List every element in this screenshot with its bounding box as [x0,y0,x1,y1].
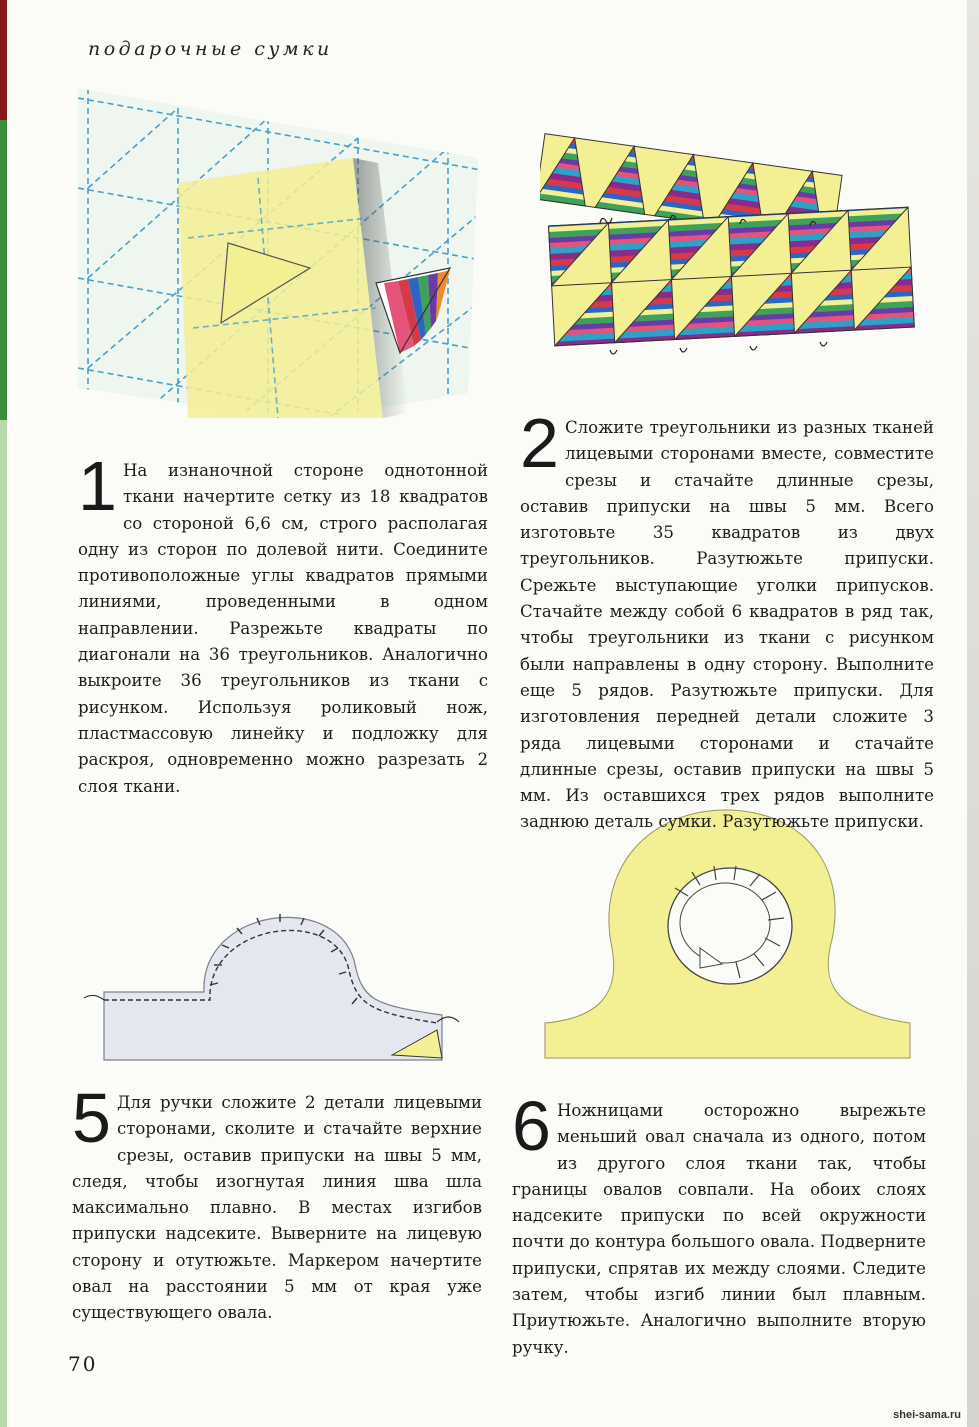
step-number: 1 [78,447,117,525]
step-text: Для ручки сложите 2 детали лицевыми сторонами, сколите и стачайте верхние срезы, оставив припуски на швы 5 мм, следя, чтобы изогнутая линия шва шла максимально плавно. В местах изгибов припуски надсеките. Выверните на лицевую сторону и отутюжьте. Маркером начертите овал на расстоянии 5 мм от края уже существующего овала. [72,1093,482,1323]
page-edge-right [967,0,979,1427]
step-number: 2 [520,404,559,482]
step-number: 6 [512,1087,551,1165]
page-edge-left [0,0,7,1427]
illustration-grid-cutting [78,88,498,428]
running-header: подарочные сумки [88,38,333,60]
step-text: На изнаночной стороне однотонной ткани начертите сетку из 18 квадратов со стороной 6,6 см, строго располагая одну из сторон по долевой нити. Соедините противоположные углы квадратов прямыми линиями, проведенными в одном направлении. Разрежьте квадраты по диагонали на 36 треугольников. Аналогично выкроите 36 треугольников из ткани с рисунком. Используя роликовый нож, пластмассовую линейку и подложку для раскроя, одновременно можно разрезать 2 слоя ткани. [78,461,488,796]
page-number: 70 [68,1352,98,1376]
step-6 [512,1087,926,1361]
illustration-handle-oval [540,808,920,1068]
watermark: shei-sama.ru [893,1409,961,1421]
step-text: Ножницами осторожно вырежьте меньший овал сначала из одного, потом из другого слоя ткани так, чтобы границы овалов совпали. На обоих слоях надсеките припуски по всей окружности почти до контура большого овала. Подверните припуски, спрятав их между слоями. Следите затем, чтобы изгиб линии был плавным. Приутюжьте. Аналогично выполните вторую ручку. [512,1101,926,1357]
step-5 [72,1079,482,1327]
step-1 [78,447,488,800]
step-number: 5 [72,1079,111,1157]
step-text: Сложите треугольники из разных тканей лицевыми сторонами вместе, совместите срезы и стачайте длинные срезы, оставив припуски на швы 5 мм. Всего изготовьте 35 квадратов из двух треугольников. Разутюжьте припуски. Срежьте выступающие уголки припусков. Стачайте между собой 6 квадратов в ряд так, чтобы треугольники из ткани с рисунком были направлены в одну сторону. Выполните еще 5 рядов. Разутюжьте припуски. Для изготовления передней детали сложите 3 ряда лицевыми сторонами и стачайте длинные срезы, оставив припуски на швы 5 мм. Из оставшихся трех рядов выполните заднюю деталь сумки. Разутюжьте припуски. [520,418,934,832]
illustration-handle-stitching [82,880,472,1080]
illustration-pieced-rows [540,128,925,363]
step-2 [520,404,934,836]
